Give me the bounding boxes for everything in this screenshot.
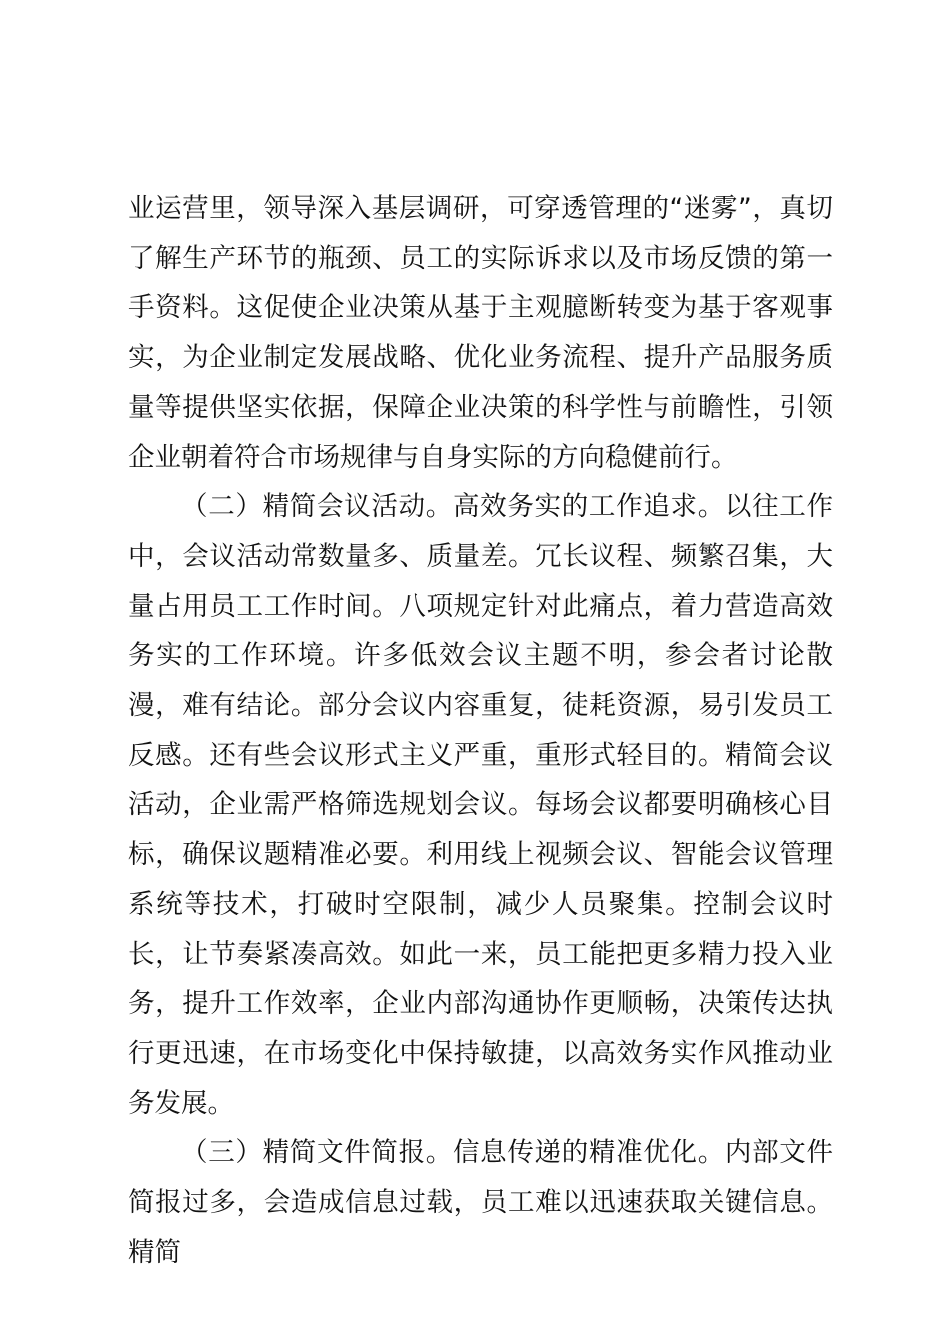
document-body — [128, 184, 833, 1277]
paragraph-continuation: 业运营里，领导深入基层调研，可穿透管理的“迷雾”，真切了解生产环节的瓶颈、员工的实际诉求以及市场反馈的第一手资料。这促使企业决策从基于主观臆断转变为基于客观事实，为企业制定发展战略、优化业务流程、提升产品服务质量等提供坚实依据，保障企业决策的科学性与前瞻性，引领企业朝着符合市场规律与自身实际的方向稳健前行。 — [128, 193, 833, 473]
paragraph-simplify-meetings: （二）精简会议活动。高效务实的工作追求。以往工作中，会议活动常数量多、质量差。冗长议程、频繁召集，大量占用员工工作时间。八项规定针对此痛点，着力营造高效务实的工作环境。许多低效会议主题不明，参会者讨论散漫，难有结论。部分会议内容重复，徒耗资源，易引发员工反感。还有些会议形式主义严重，重形式轻目的。精简会议活动，企业需严格筛选规划会议。每场会议都要明确核心目标，确保议题精准必要。利用线上视频会议、智能会议管理系统等技术，打破时空限制，减少人员聚集。控制会议时长，让节奏紧凑高效。如此一来，员工能把更多精力投入业务，提升工作效率，企业内部沟通协作更顺畅，决策传达执行更迅速，在市场变化中保持敏捷，以高效务实作风推动业务发展。 — [128, 491, 833, 1119]
paragraph-simplify-documents: （三）精简文件简报。信息传递的精准优化。内部文件简报过多，会造成信息过载，员工难以迅速获取关键信息。精简 — [128, 1137, 833, 1268]
